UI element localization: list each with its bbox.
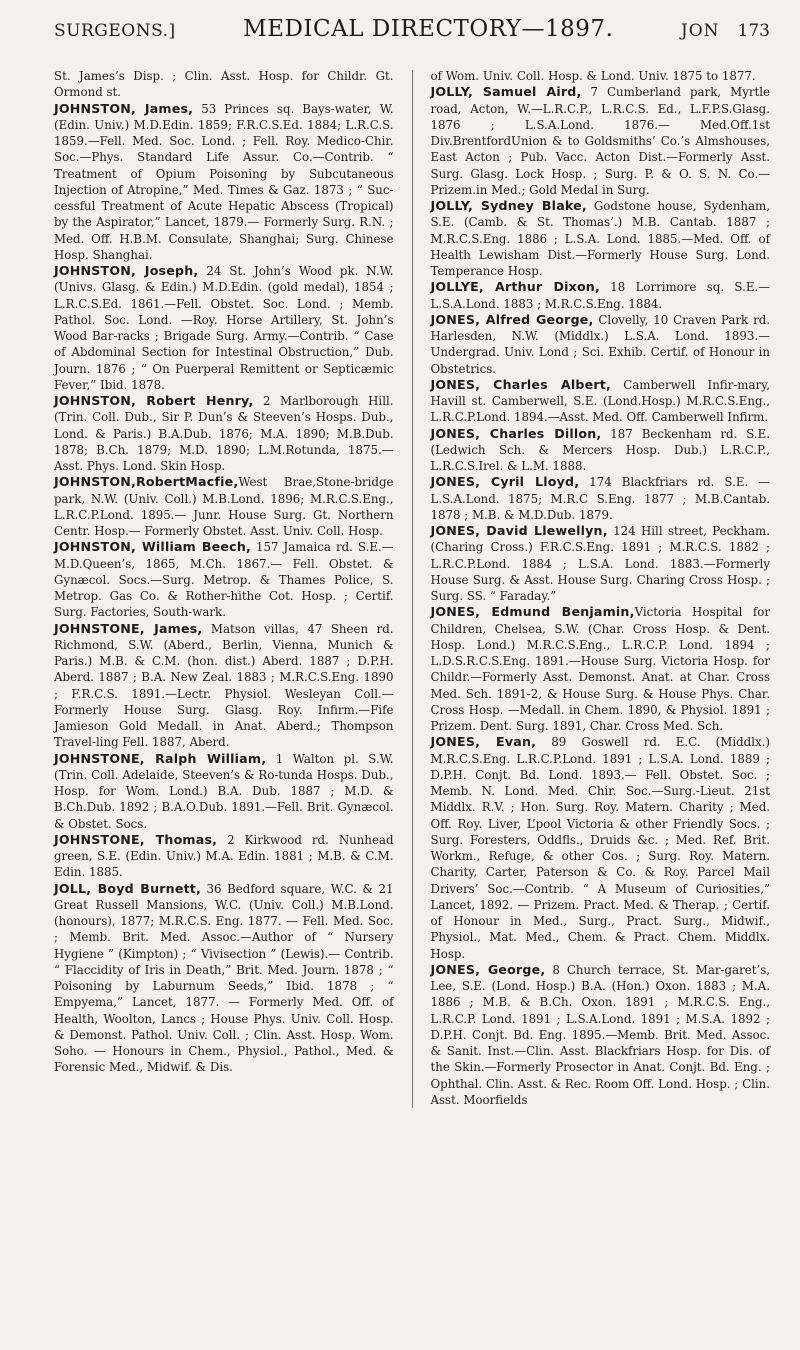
entry-details: 1 Walton pl. S.W. (Trin. Coll. Adelaide, Steeven’s & Ro-tunda Hosps. Dub., Hosp. for Wom. Lond.) B.A. Dub. 1887 ; M.D. & B.Ch.Dub. 1892 ; B.A.O.Dub. 1891.—Fell. Brit. Gynæcol. & Obstet. Socs. bbox=[54, 751, 394, 831]
directory-entry bbox=[430, 312, 770, 377]
entry-details: 2 Kirkwood rd. Nunhead green, S.E. (Edin. Univ.) M.A. Edin. 1881 ; M.B. & C.M. Edin. 1885. bbox=[54, 832, 394, 880]
page-number: 173 bbox=[737, 21, 770, 41]
text-columns bbox=[54, 68, 770, 1108]
entry-details: 89 Goswell rd. E.C. (Middlx.) M.R.C.S.Eng. L.R.C.P.Lond. 1891 ; L.S.A. Lond. 1889 ; D.P.H. Conjt. Bd. Lond. 1893.— Fell. Obstet. Soc. ; Memb. N. Lond. Med. Chir. Soc.—Surg.-Lieut. 21st Middlx. R.V. ; Hon. Surg. Roy. Matern. Charity ; Med. Off. Roy. Liver, L’pool Victoria & other Friendly Socs. ; Surg. Foresters, Oddfls., Druids &c. ; Med. Ref. Brit. Workm., Refuge, & other Cos. ; Surg. Roy. Matern. Charity, Carter, Paterson & Co. & Roy. Parcel Mail Drivers’ Soc.—Contrib. “ A Museum of Curiosities,” Lancet, 1892. — Prizem. Pract. Med. & Therap. ; Certif. of Honour in Med., Surg., Pract. Surg., Midwif., Physiol., Mat. Med., Chem. & Pract. Chem. Middlx. Hosp. bbox=[430, 735, 770, 961]
header-right bbox=[681, 21, 770, 41]
running-header bbox=[54, 0, 770, 42]
entry-name: JOHNSTONE, Thomas, bbox=[54, 831, 218, 847]
entry-name: JOHNSTONE, Ralph William, bbox=[54, 750, 267, 766]
entry-name: JOHNSTON, James, bbox=[54, 100, 194, 116]
entry-details: 174 Blackfriars rd. S.E. —L.S.A.Lond. 1875; M.R.C S.Eng. 1877 ; M.B.Cantab. 1878 ; M.B. & M.D.Dub. 1879. bbox=[430, 475, 771, 522]
entry-name: JONES, Cyril Lloyd, bbox=[430, 474, 580, 490]
directory-entry bbox=[430, 68, 770, 84]
entry-details: of Wom. Univ. Coll. Hosp. & Lond. Univ. 1875 to 1877. bbox=[430, 69, 756, 83]
directory-entry bbox=[430, 474, 770, 523]
directory-entry bbox=[430, 426, 770, 475]
entry-details: 18 Lorrimore sq. S.E.—L.S.A.Lond. 1883 ; M.R.C.S.Eng. 1884. bbox=[430, 280, 770, 311]
section-label: SURGEONS.] bbox=[54, 21, 176, 41]
entry-name: JONES, Edmund Benjamin, bbox=[430, 604, 635, 620]
entry-name: JOHNSTON, Joseph, bbox=[54, 263, 199, 278]
entry-name: JOLL, Boyd Burnett, bbox=[54, 880, 201, 896]
directory-entry bbox=[430, 523, 770, 604]
entry-details: 8 Church terrace, St. Mar-garet’s, Lee, S.E. (Lond. Hosp.) B.A. (Hon.) Oxon. 1883 ; M.A. 1886 ; M.B. & B.Ch. Oxon. 1891 ; M.R.C.S. Eng., L.R.C.P. Lond. 1891 ; L.S.A.Lond. 1891 ; M.S.A. 1892 ; D.P.H. Conjt. Bd. Eng. 1895.—Memb. Brit. Med. Assoc. & Sanit. Inst.—Clin. Asst. Blackfriars Hosp. for Dis. of the Skin.—Formerly Prosector in Anat. Conjt. Bd. Eng. ; Ophthal. Clin. Asst. & Rec. Room Off. Lond. Hosp. ; Clin. Asst. Moorfields bbox=[430, 962, 770, 1107]
directory-entry bbox=[430, 84, 770, 198]
entry-name: JONES, Charles Dillon, bbox=[430, 425, 602, 441]
entry-details: 24 St. John’s Wood pk. N.W. (Univs. Glasg. & Edin.) M.D.Edin. (gold medal), 1854 ; L.R.C.S.Ed. 1861.—Fell. Obstet. Soc. Lond. ; Memb. Pathol. Soc. Lond. —Roy. Horse Artillery, St. John’s Wood Bar-racks ; Brigade Surg. Army.—Contrib. “ Case of Abdominal Section for Intestinal Obstruction,” Dub. Journ. 1876 ; “ On Puerperal Remittent or Septicæmic Fever,” Ibid. 1878. bbox=[54, 264, 394, 392]
directory-entry bbox=[54, 881, 394, 1076]
entry-details: West Brae,Stone-bridge park, N.W. (Univ. Coll.) M.B.Lond. 1896; M.R.C.S.Eng., L.R.C.P.Lond. 1895.— Junr. House Surg. Gt. Northern Centr. Hosp.— Formerly Obstet. Asst. Univ. Coll. Hosp. bbox=[54, 475, 394, 538]
entry-details: 53 Princes sq. Bays-water, W. (Edin. Univ.) M.D.Edin. 1859; F.R.C.S.Ed. 1884; L.R.C.S. 1859.—Fell. Med. Soc. Lond. ; Fell. Roy. Medico-Chir. Soc.—Phys. Standard Life Assur. Co.—Contrib. “ Treatment of Opium Poisoning by Subcutaneous Injection of Atropine,” Med. Times & Gaz. 1873 ; “ Suc-cessful Treatment of Acute Hepatic Abscess (Tropical) by the Aspirator,” Lancet, 1879.— Formerly Surg. R.N. ; Med. Off. H.B.M. Consulate, Shanghai; Surg. Chinese Hosp. Shanghai. bbox=[54, 101, 394, 262]
directory-entry bbox=[430, 962, 770, 1108]
entry-name: JOHNSTON, William Beech, bbox=[54, 539, 251, 555]
entry-name: JOLLY, Sydney Blake, bbox=[430, 198, 587, 213]
directory-entry bbox=[54, 101, 394, 264]
entry-details: Matson villas, 47 Sheen rd. Richmond, S.W. (Aberd., Berlin, Vienna, Munich & Paris.) M.B. & C.M. (hon. dist.) Aberd. 1887 ; D.P.H. Aberd. 1887 ; B.A. New Zeal. 1883 ; M.R.C.S.Eng. 1890 ; F.R.C.S. 1891.—Lectr. Physiol. Wesleyan Coll.—Formerly House Surg. Glasg. Roy. Infirm.—Fife Jamieson Gold Medall. in Anat. Aberd.; Thompson Travel-ling Fell. 1887, Aberd. bbox=[54, 621, 394, 750]
directory-entry bbox=[430, 377, 770, 426]
entry-details: St. James’s Disp. ; Clin. Asst. Hosp. for Childr. Gt. Ormond st. bbox=[54, 69, 394, 100]
directory-entry bbox=[54, 393, 394, 474]
left-column bbox=[54, 68, 394, 1108]
directory-entry bbox=[54, 474, 394, 539]
entry-name: JOHNSTON, Robert Henry, bbox=[54, 393, 254, 408]
entry-name: JOLLY, Samuel Aird, bbox=[430, 84, 582, 100]
entry-name: JOLLYE, Arthur Dixon, bbox=[430, 279, 600, 295]
entry-name: JONES, Charles Albert, bbox=[430, 376, 611, 392]
entry-name: JOHNSTONE, James, bbox=[54, 620, 203, 636]
directory-entry bbox=[430, 198, 770, 279]
right-column bbox=[430, 68, 770, 1108]
entry-details: Camberwell Infir-mary, Havill st. Camberwell, S.E. (Lond.Hosp.) M.R.C.S.Eng., L.R.C.P.Lond. 1894.—Asst. Med. Off. Camberwell Infirm. bbox=[430, 377, 771, 425]
directory-entry bbox=[54, 539, 394, 620]
entry-name: JONES, Alfred George, bbox=[430, 311, 594, 327]
directory-entry bbox=[54, 832, 394, 881]
entry-details: 2 Marlborough Hill. (Trin. Coll. Dub., Sir P. Dun’s & Steeven’s Hosps. Dub., Lond. & Paris.) B.A.Dub. 1876; M.A. 1890; M.B.Dub. 1878; B.Ch. 1879; M.D. 1890; L.M.Rotunda, 1875.—Asst. Phys. Lond. Skin Hosp. bbox=[54, 394, 394, 473]
directory-entry bbox=[54, 751, 394, 832]
entry-details: Godstone house, Sydenham, S.E. (Camb. & St. Thomas’.) M.B. Cantab. 1887 ; M.R.C.S.Eng. 1886 ; L.S.A. Lond. 1885.—Med. Off. of Health Lewisham Dist.—Formerly House Surg. Lond. Temperance Hosp. bbox=[430, 199, 770, 278]
entry-name: JONES, Evan, bbox=[430, 734, 537, 750]
entry-name: JONES, George, bbox=[430, 961, 546, 977]
entry-details: 7 Cumberland park, Myrtle road, Acton, W.—L.R.C.P., L.R.C.S. Ed., L.F.P.S.Glasg. 1876 ; L.S.A.Lond. 1876.— Med.Off.1st Div.BrentfordUnion & to Goldsmiths’ Co.’s Almshouses, East Acton ; Pub. Vacc. Acton Dist.—Formerly Asst. Surg. Glasg. Lock Hosp. ; Surg. P. & O. S. N. Co.—Prizem.in Med.; Gold Medal in Surg. bbox=[430, 85, 770, 197]
column-divider bbox=[412, 70, 413, 1108]
directory-entry bbox=[54, 621, 394, 751]
entry-details: 124 Hill street, Peckham. (Charing Cross.) F.R.C.S.Eng. 1891 ; M.R.C.S. 1882 ; L.R.C.P.Lond. 1884 ; L.S.A. Lond. 1883.—Formerly House Surg. & Asst. House Surg. Charing Cross Hosp. ; Surg. SS. “ Faraday.” bbox=[430, 524, 770, 603]
entry-name: JONES, David Llewellyn, bbox=[430, 523, 608, 538]
directory-entry bbox=[430, 604, 770, 734]
running-name: JON bbox=[680, 21, 720, 41]
entry-details: Victoria Hospital for Children, Chelsea, S.W. (Char. Cross Hosp. & Dent. Hosp. Lond.) M.R.C.S.Eng., L.R.C.P. Lond. 1894 ; L.D.S.R.C.S.Eng. 1891.—House Surg. Victoria Hosp. for Childr.—Formerly Asst. Demonst. Anat. at Char. Cross Med. Sch. 1891-2, & House Surg. & House Phys. Char. Cross Hosp. —Medall. in Chem. 1890, & Physiol. 1891 ; Prizem. Dent. Surg. 1891, Char. Cross Med. Sch. bbox=[430, 605, 770, 733]
entry-details: Clovelly, 10 Craven Park rd. Harlesden, N.W. (Middlx.) L.S.A. Lond. 1893.—Undergrad. Univ. Lond ; Sci. Exhib. Certif. of Honour in Obstetrics. bbox=[430, 312, 771, 376]
page-title: MEDICAL DIRECTORY—1897. bbox=[243, 16, 614, 42]
directory-entry bbox=[430, 734, 770, 962]
directory-entry bbox=[430, 279, 770, 312]
entry-details: 157 Jamaica rd. S.E.—M.D.Queen’s, 1865, M.Ch. 1867.— Fell. Obstet. & Gynæcol. Socs.—Surg. Metrop. & Thames Police, S. Metrop. Gas Co. & Rother-hithe Cot. Hosp. ; Certif. Surg. Factories, South-wark. bbox=[54, 540, 394, 620]
entry-details: 36 Bedford square, W.C. & 21 Great Russell Mansions, W.C. (Univ. Coll.) M.B.Lond. (honours), 1877; M.R.C.S. Eng. 1877. — Fell. Med. Soc. ; Memb. Brit. Med. Assoc.—Author of “ Nursery Hygiene ” (Kimpton) ; “ Vivisection ” (Lewis).— Contrib. “ Flaccidity of Iris in Death,” Brit. Med. Journ. 1878 ; “ Poisoning by Laburnum Seeds,” Ibid. 1878 ; “ Empyema,” Lancet, 1877. — Formerly Med. Off. of Health, Woolton, Lancs ; House Phys. Univ. Coll. Hosp. & Demonst. Pathol. Univ. Coll. ; Clin. Asst. Hosp. Wom. Soho. — Honours in Chem., Physiol., Pathol., Med. & Forensic Med., Midwif. & Dis. bbox=[54, 881, 394, 1075]
entry-details: 187 Beckenham rd. S.E. (Ledwich Sch. & Mercers Hosp. Dub.) L.R.C.P., L.R.C.S.Irel. & L.M. 1888. bbox=[430, 426, 770, 473]
directory-entry bbox=[54, 68, 394, 101]
entry-name: JOHNSTON,RobertMacfie, bbox=[54, 474, 239, 490]
directory-entry bbox=[54, 263, 394, 393]
